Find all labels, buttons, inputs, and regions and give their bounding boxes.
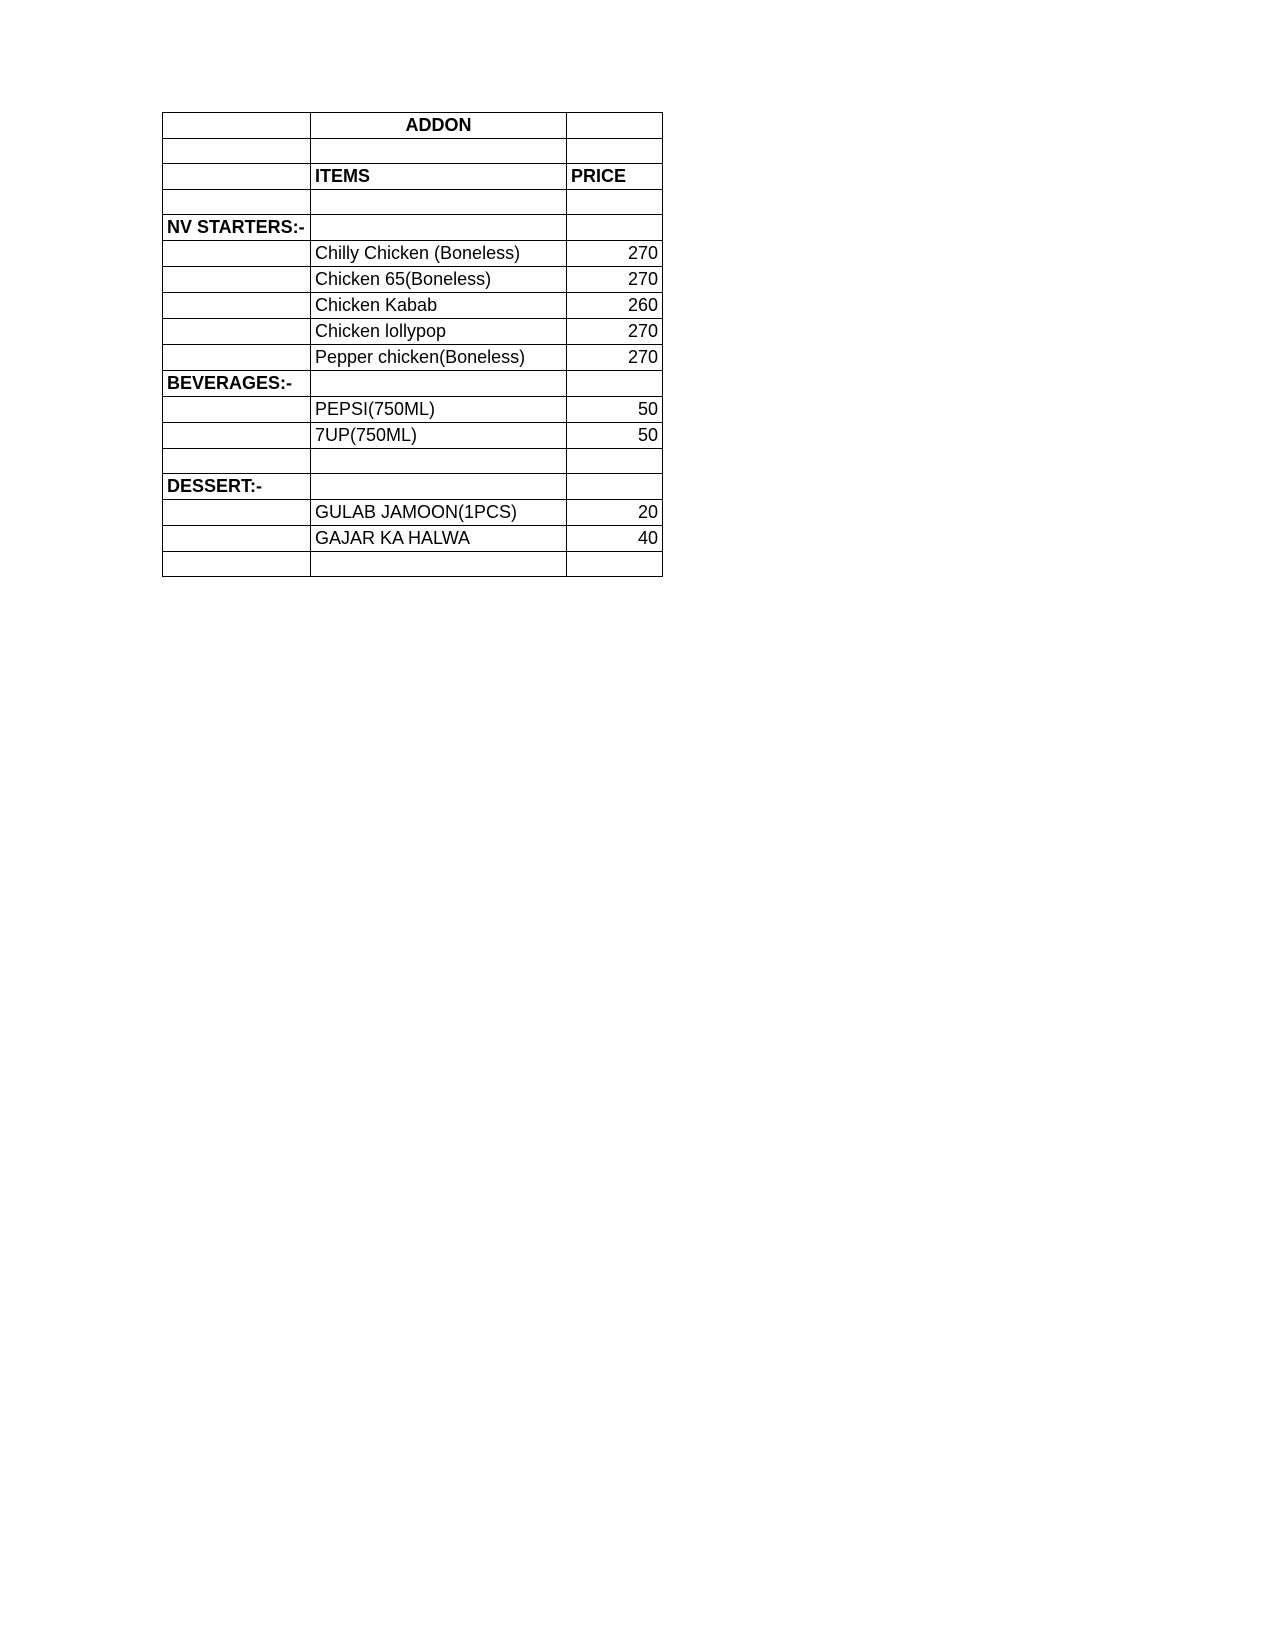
- empty-row: [163, 552, 663, 577]
- cell-empty: [567, 139, 663, 164]
- section-row: [163, 474, 663, 500]
- empty-row: [163, 139, 663, 164]
- cell-empty: [163, 449, 311, 474]
- section-row: [163, 371, 663, 397]
- title-row: [163, 113, 663, 139]
- table-title: ADDON: [311, 113, 567, 139]
- cell-empty: [311, 449, 567, 474]
- section-row: [163, 215, 663, 241]
- cell-empty: [567, 449, 663, 474]
- item-name: PEPSI(750ML): [311, 397, 567, 423]
- item-row: [163, 241, 663, 267]
- cell-empty: [567, 552, 663, 577]
- item-row: [163, 526, 663, 552]
- item-name: GULAB JAMOON(1PCS): [311, 500, 567, 526]
- cell-empty: [567, 371, 663, 397]
- item-row: [163, 423, 663, 449]
- item-price: 50: [567, 423, 663, 449]
- cell-empty: [311, 190, 567, 215]
- cell-empty: [163, 139, 311, 164]
- cell-empty: [163, 113, 311, 139]
- item-name: Chicken Kabab: [311, 293, 567, 319]
- cell-empty: [311, 371, 567, 397]
- cell-empty: [311, 139, 567, 164]
- section-label: BEVERAGES:-: [163, 371, 311, 397]
- item-row: [163, 267, 663, 293]
- item-price: 260: [567, 293, 663, 319]
- items-header: ITEMS: [311, 164, 567, 190]
- item-name: 7UP(750ML): [311, 423, 567, 449]
- item-name: Pepper chicken(Boneless): [311, 345, 567, 371]
- cell-empty: [163, 241, 311, 267]
- cell-empty: [567, 215, 663, 241]
- item-row: [163, 293, 663, 319]
- cell-empty: [163, 319, 311, 345]
- header-row: [163, 164, 663, 190]
- cell-empty: [163, 526, 311, 552]
- item-row: [163, 397, 663, 423]
- cell-empty: [567, 474, 663, 500]
- price-header: PRICE: [567, 164, 663, 190]
- item-price: 50: [567, 397, 663, 423]
- cell-empty: [311, 474, 567, 500]
- addon-table: [162, 112, 663, 577]
- cell-empty: [163, 397, 311, 423]
- item-name: Chicken lollypop: [311, 319, 567, 345]
- cell-empty: [567, 190, 663, 215]
- cell-empty: [567, 113, 663, 139]
- item-name: Chicken 65(Boneless): [311, 267, 567, 293]
- cell-empty: [163, 345, 311, 371]
- item-name: GAJAR KA HALWA: [311, 526, 567, 552]
- section-label: NV STARTERS:-: [163, 215, 311, 241]
- section-label: DESSERT:-: [163, 474, 311, 500]
- empty-row: [163, 449, 663, 474]
- cell-empty: [163, 293, 311, 319]
- item-price: 20: [567, 500, 663, 526]
- item-row: [163, 345, 663, 371]
- item-price: 270: [567, 241, 663, 267]
- cell-empty: [163, 267, 311, 293]
- empty-row: [163, 190, 663, 215]
- cell-empty: [163, 190, 311, 215]
- cell-empty: [163, 423, 311, 449]
- cell-empty: [163, 164, 311, 190]
- item-row: [163, 500, 663, 526]
- item-name: Chilly Chicken (Boneless): [311, 241, 567, 267]
- item-price: 270: [567, 345, 663, 371]
- item-price: 270: [567, 267, 663, 293]
- item-row: [163, 319, 663, 345]
- cell-empty: [311, 215, 567, 241]
- cell-empty: [311, 552, 567, 577]
- cell-empty: [163, 552, 311, 577]
- item-price: 40: [567, 526, 663, 552]
- item-price: 270: [567, 319, 663, 345]
- cell-empty: [163, 500, 311, 526]
